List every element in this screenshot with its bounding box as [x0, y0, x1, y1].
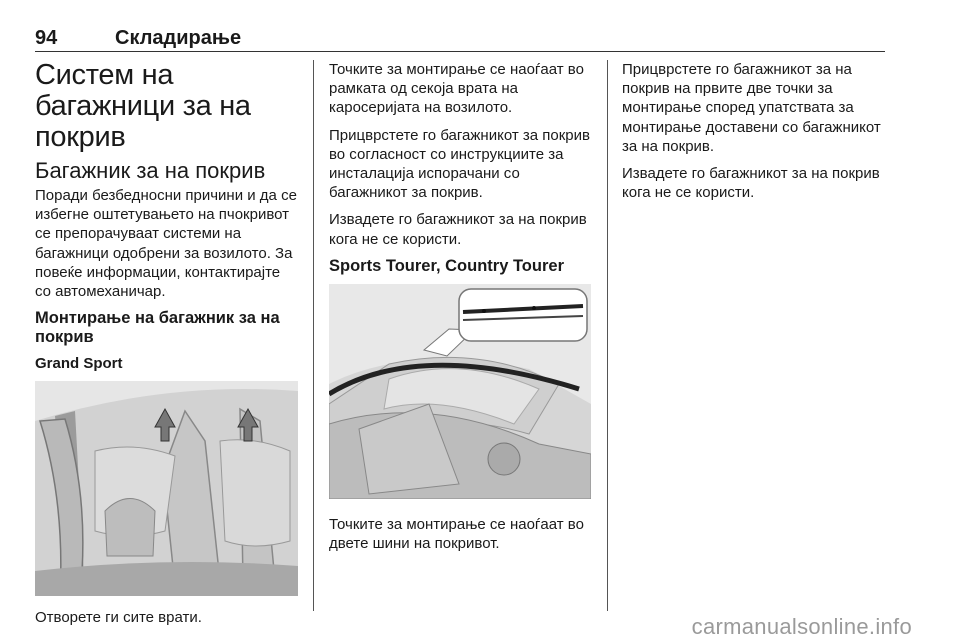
column-divider	[313, 60, 314, 611]
figure-caption: Точките за монтирање се наоѓаат во двете шини на покривот.	[329, 515, 584, 553]
open-doors-illustration	[35, 381, 298, 596]
paragraph: Прицврстете го багажникот за на покрив на првите две точки за монтирање според упатствата за монтирање доставени со багажникот за на покрив.	[622, 61, 881, 155]
page-number: 94	[35, 27, 58, 49]
page-header	[35, 27, 885, 52]
paragraph: Извадете го багажникот за на покрив кога не се користи.	[329, 211, 587, 248]
model-heading-grand-sport: Grand Sport	[35, 355, 123, 373]
paragraph: Точките за монтирање се наоѓаат во рамката од секоја врата на каросеријата на возилото.	[329, 61, 584, 117]
section-title: Систем на багажници за на покрив	[35, 59, 251, 153]
chapter-title: Складирање	[115, 27, 242, 49]
site-watermark: carmanualsonline.info	[691, 614, 912, 639]
model-heading-sports-tourer: Sports Tourer, Country Tourer	[329, 256, 564, 275]
figure-caption: Отворете ги сите врати.	[35, 609, 202, 627]
column-middle	[329, 60, 599, 561]
column-left	[35, 60, 300, 635]
subsection-title: Багажник за на покрив	[35, 158, 266, 183]
mounting-heading: Монтирање на багажник за на покрив	[35, 309, 280, 347]
column-divider	[607, 60, 608, 611]
column-right	[622, 60, 884, 210]
paragraph: Прицврстете го багажникот за покрив во согласност со инструкциите за инсталација испорачани со багажникот за покрив.	[329, 126, 590, 202]
roof-rails-illustration	[329, 284, 591, 499]
paragraph: Извадете го багажникот за на покрив кога не се користи.	[622, 165, 880, 202]
intro-paragraph: Поради безбедносни причини и да се избегне оштетувањето на пчокривот се препорачуваат системи на багажници одобрени за возилото. За повеќе информации, контактирајте со автомеханичар.	[35, 187, 297, 301]
